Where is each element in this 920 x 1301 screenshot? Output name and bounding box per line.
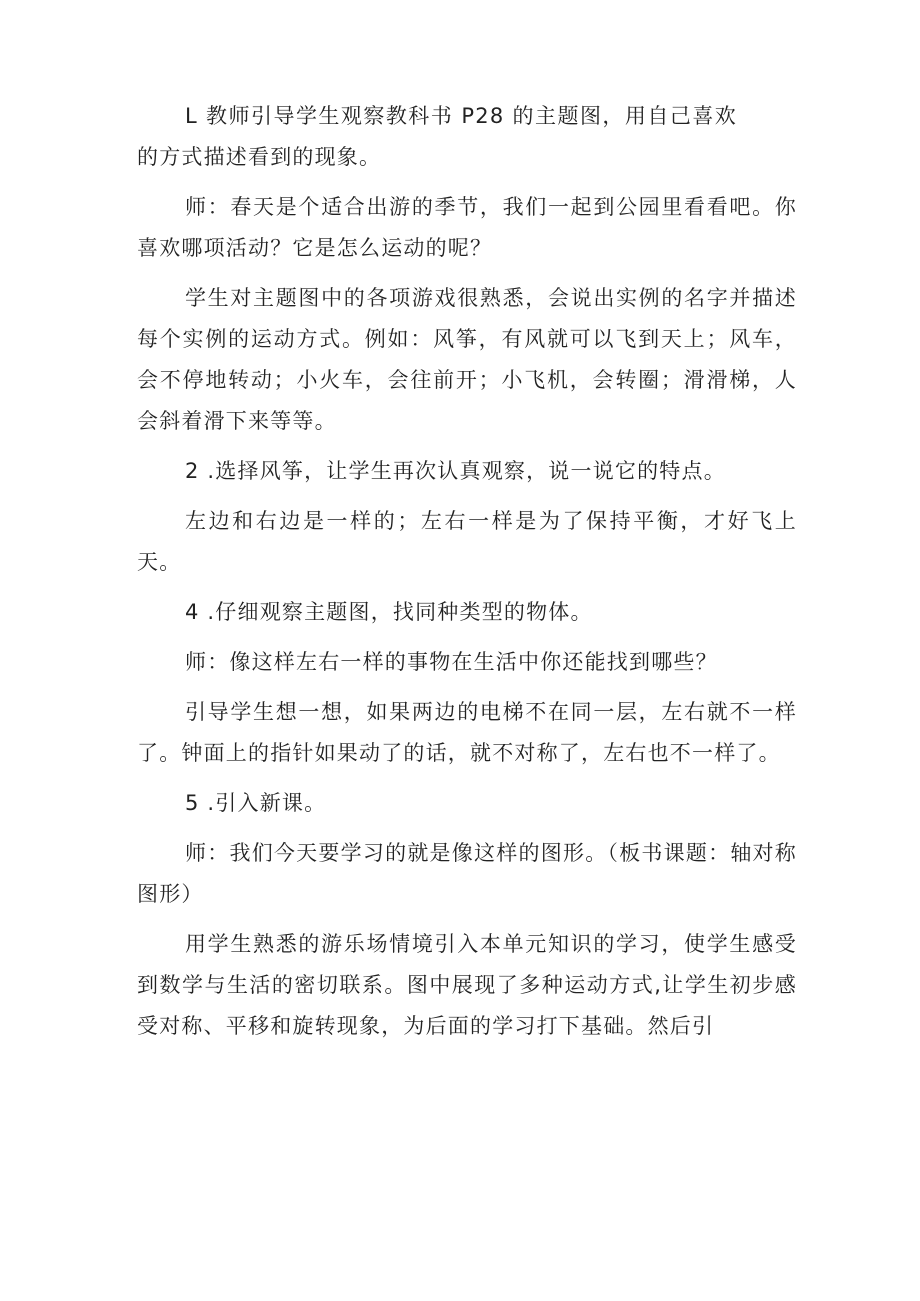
- paragraph-1: L 教师引导学生观察教科书 P28 的主题图，用自己喜欢的方式描述看到的现象。: [137, 104, 737, 169]
- paragraph-3: 学生对主题图中的各项游戏很熟悉，会说出实例的名字并描述每个实例的运动方式。例如：风筝，有风就可以飞到天上；风车，会不停地转动；小火车，会往前开；小飞机，会转圈；滑滑梯，人会斜着滑下来等等。: [137, 286, 797, 433]
- paragraph-8: 引导学生想一想，如果两边的电梯不在同一层，左右就不一样了。钟面上的指针如果动了的话，就不对称了，左右也不一样了。: [137, 700, 797, 765]
- paragraph-7: 师：像这样左右一样的事物在生活中你还能找到哪些？: [185, 650, 718, 674]
- paragraph-11: 用学生熟悉的游乐场情境引入本单元知识的学习，使学生感受到数学与生活的密切联系。图中展现了多种运动方式,让学生初步感受对称、平移和旋转现象，为后面的学习打下基础。然后引: [137, 932, 797, 1038]
- paragraph-6: 4 .仔细观察主题图，找同种类型的物体。: [185, 600, 593, 624]
- paragraph-4: 2 .选择风筝，让学生再次认真观察，说一说它的特点。: [185, 459, 726, 483]
- paragraph-2: 师：春天是个适合出游的季节，我们一起到公园里看看吧。你喜欢哪项活动？它是怎么运动的呢？: [137, 195, 797, 260]
- paragraph-5: 左边和右边是一样的；左右一样是为了保持平衡，才好飞上天。: [137, 509, 797, 574]
- paragraph-9: 5 .引入新课。: [185, 791, 327, 815]
- paragraph-10: 师：我们今天要学习的就是像这样的图形。（板书课题：轴对称图形）: [137, 841, 797, 906]
- document-body: [137, 96, 797, 1056]
